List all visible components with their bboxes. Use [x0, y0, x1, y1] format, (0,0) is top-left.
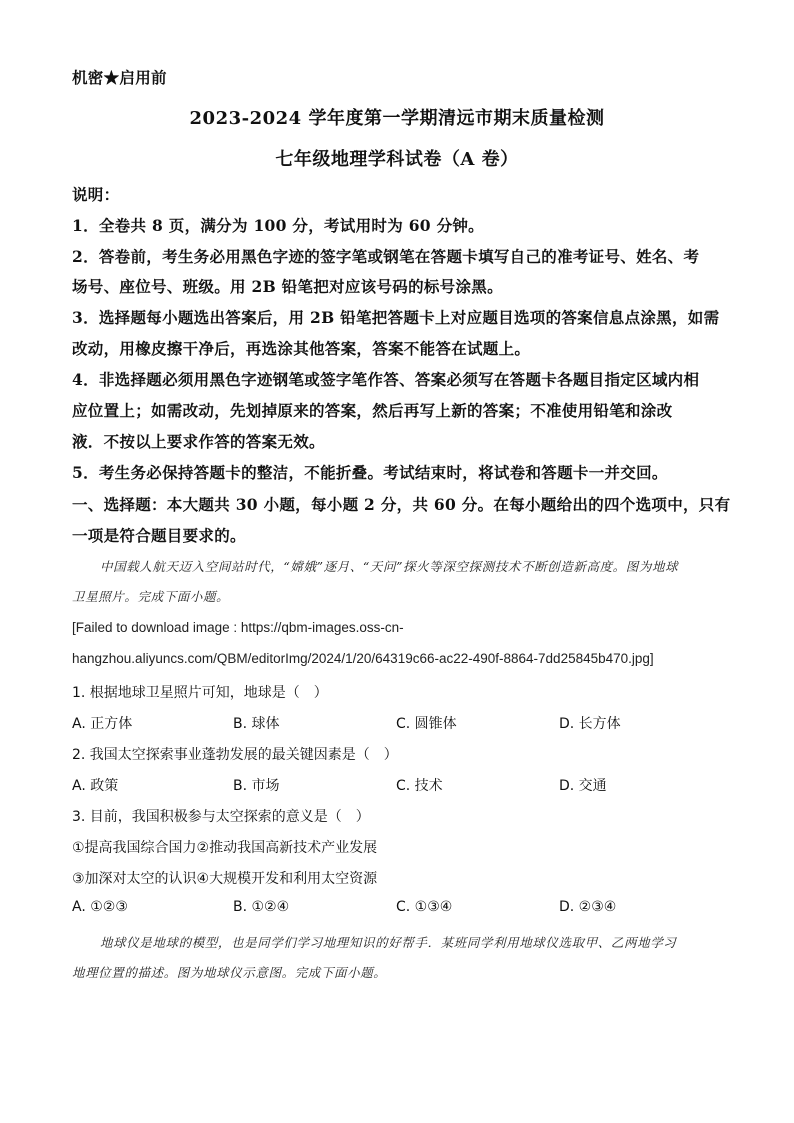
instructions-heading: 说明：: [72, 185, 120, 204]
option-d: D. ②③④: [559, 899, 617, 915]
instruction-line: 3．选择题每小题选出答案后，用 2B 铅笔把答题卡上对应题目选项的答案信息点涂黑，如需: [72, 308, 720, 327]
option-c: C. 技术: [396, 778, 443, 794]
confidential-mark: 机密★启用前: [72, 68, 167, 87]
option-a: A. 政策: [72, 778, 119, 794]
option-b: B. 市场: [233, 778, 280, 794]
image-error-text: [Failed to download image : https://qbm-images.oss-cn-: [72, 620, 404, 635]
instruction-line: 1．全卷共 8 页，满分为 100 分，考试用时为 60 分钟。: [72, 216, 484, 235]
question-stem: 2. 我国太空探索事业蓬勃发展的最关键因素是（ ）: [72, 747, 398, 763]
passage-text: 地球仪是地球的模型，也是同学们学习地理知识的好帮手．某班同学利用地球仪选取甲、乙两地学习: [100, 935, 677, 950]
passage-text: 中国载人航天迈入空间站时代，“嫦娥”逐月、“天问”探火等深空探测技术不断创造新高度。图为地球: [100, 559, 679, 574]
option-a: A. 正方体: [72, 716, 133, 732]
instruction-line: 场号、座位号、班级。用 2B 铅笔把对应该号码的标号涂黑。: [72, 277, 503, 296]
option-a: A. ①②③: [72, 899, 128, 915]
passage-text: 地理位置的描述。图为地球仪示意图。完成下面小题。: [72, 965, 387, 980]
instruction-line: 2．答卷前，考生务必用黑色字迹的签字笔或钢笔在答题卡填写自己的准考证号、姓名、考: [72, 247, 700, 266]
section-heading-cont: 一项是符合题目要求的。: [72, 526, 246, 545]
exam-title: 2023-2024 学年度第一学期清远市期末质量检测: [189, 108, 605, 129]
instruction-line: 改动，用橡皮擦干净后，再选涂其他答案，答案不能答在试题上。: [72, 339, 531, 358]
exam-subtitle: 七年级地理学科试卷（A 卷）: [275, 149, 519, 170]
question-stem: 3. 目前，我国积极参与太空探索的意义是（ ）: [72, 809, 370, 825]
instruction-line: 4．非选择题必须用黑色字迹钢笔或签字笔作答、答案必须写在答题卡各题目指定区域内相: [72, 370, 700, 389]
question-stem: 1. 根据地球卫星照片可知，地球是（ ）: [72, 685, 328, 701]
passage-text: 卫星照片。完成下面小题。: [72, 589, 230, 604]
instruction-line: 应位置上；如需改动，先划掉原来的答案，然后再写上新的答案；不准使用铅笔和涂改: [72, 401, 673, 420]
section-heading: 一、选择题：本大题共 30 小题，每小题 2 分，共 60 分。在每小题给出的四个选项中，只有: [72, 495, 731, 514]
question-statement: ③加深对太空的认识④大规模开发和利用太空资源: [72, 871, 378, 887]
option-b: B. 球体: [233, 716, 280, 732]
option-d: D. 交通: [559, 778, 607, 794]
instruction-line: 液．不按以上要求作答的答案无效。: [72, 432, 325, 451]
option-c: C. ①③④: [396, 899, 453, 915]
instruction-line: 5．考生务必保持答题卡的整洁，不能折叠。考试结束时，将试卷和答题卡一并交回。: [72, 463, 668, 482]
option-b: B. ①②④: [233, 899, 290, 915]
option-c: C. 圆锥体: [396, 716, 457, 732]
image-error-text: hangzhou.aliyuncs.com/QBM/editorImg/2024/1/20/64319c66-ac22-490f-8864-7dd25845b470.jpg]: [72, 651, 654, 666]
option-d: D. 长方体: [559, 716, 621, 732]
question-statement: ①提高我国综合国力②推动我国高新技术产业发展: [72, 840, 378, 856]
